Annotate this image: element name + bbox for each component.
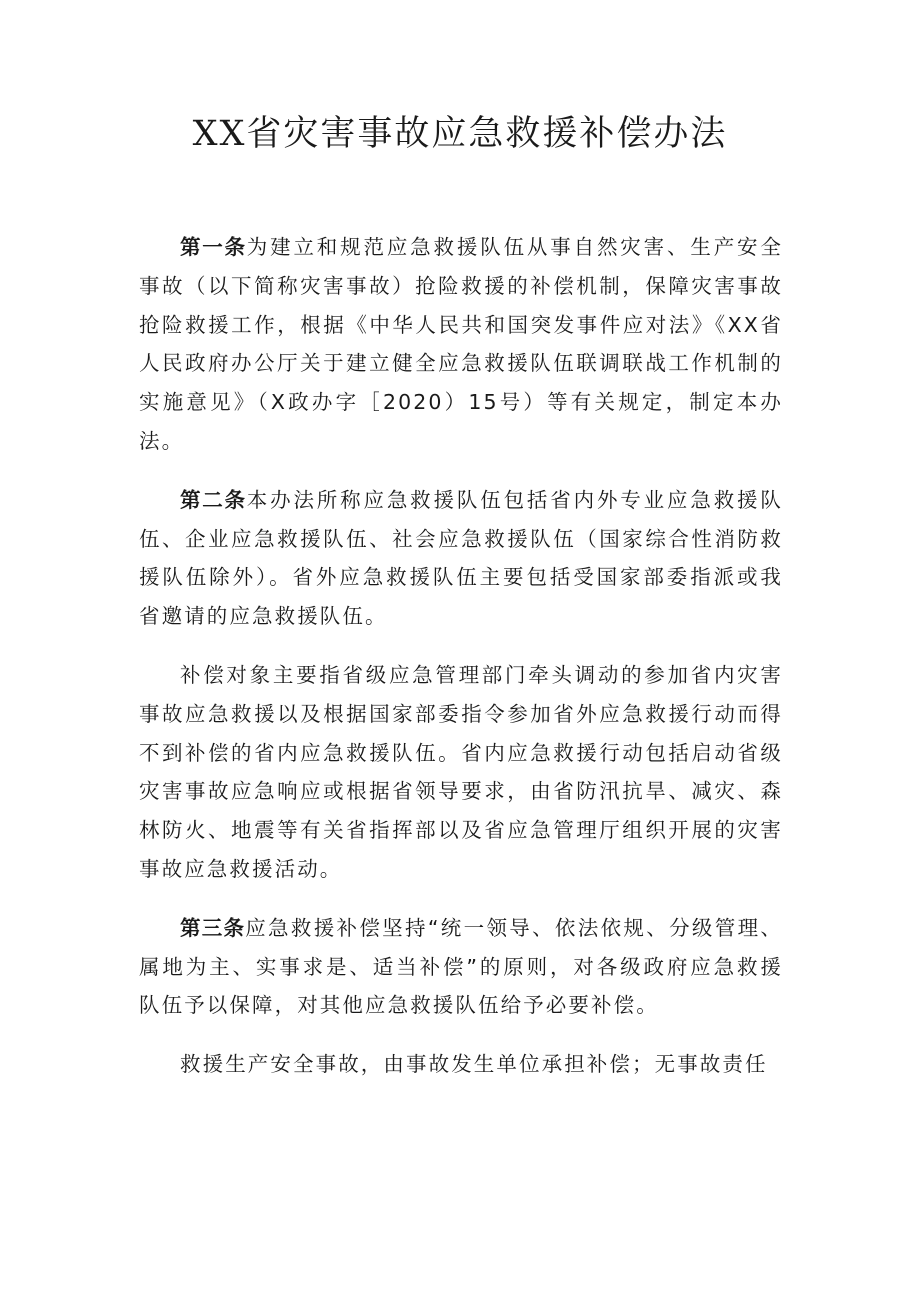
article-3-text: 应急救援补偿坚持“统一领导、依法依规、分级管理、属地为主、实事求是、适当补偿”的原则，对各级政府应急救援队伍予以保障，对其他应急救援队伍给予必要补偿。 [139, 915, 784, 1018]
article-3-paragraph [139, 909, 783, 1025]
article-2-label: 第二条 [180, 487, 247, 512]
article-1-text: 为建立和规范应急救援队伍从事自然灾害、生产安全事故（以下简称灾害事故）抢险救援的补偿机制，保障灾害事故抢险救援工作，根据《中华人民共和国突发事件应对法》《XX省人民政府办公厅关于建立健全应急救援队伍联调联战工作机制的实施意见》（X政办字［2020）15号）等有关规定，制定本办法。 [139, 235, 783, 453]
compensation-scope-paragraph [139, 656, 783, 889]
article-1-paragraph [139, 228, 783, 461]
article-2-paragraph [139, 481, 783, 636]
document-body [139, 228, 783, 1084]
article-3-label: 第三条 [180, 915, 246, 940]
document-title: XX省灾害事故应急救援补偿办法 [192, 114, 728, 154]
article-1-label: 第一条 [180, 235, 247, 259]
production-accident-paragraph [139, 1045, 783, 1084]
production-accident-text: 救援生产安全事故，由事故发生单位承担补偿；无事故责任 [180, 1052, 768, 1077]
article-2-text: 本办法所称应急救援队伍包括省内外专业应急救援队伍、企业应急救援队伍、社会应急救援队伍（国家综合性消防救援队伍除外）。省外应急救援队伍主要包括受国家部委指派或我省邀请的应急救援队伍。 [139, 487, 783, 629]
compensation-scope-text: 补偿对象主要指省级应急管理部门牵头调动的参加省内灾害事故应急救援以及根据国家部委指令参加省外应急救援行动而得不到补偿的省内应急救援队伍。省内应急救援行动包括启动省级灾害事故应急响应或根据省领导要求，由省防汛抗旱、减灾、森林防火、地震等有关省指挥部以及省应急管理厅组织开展的灾害事故应急救援活动。 [139, 662, 783, 881]
